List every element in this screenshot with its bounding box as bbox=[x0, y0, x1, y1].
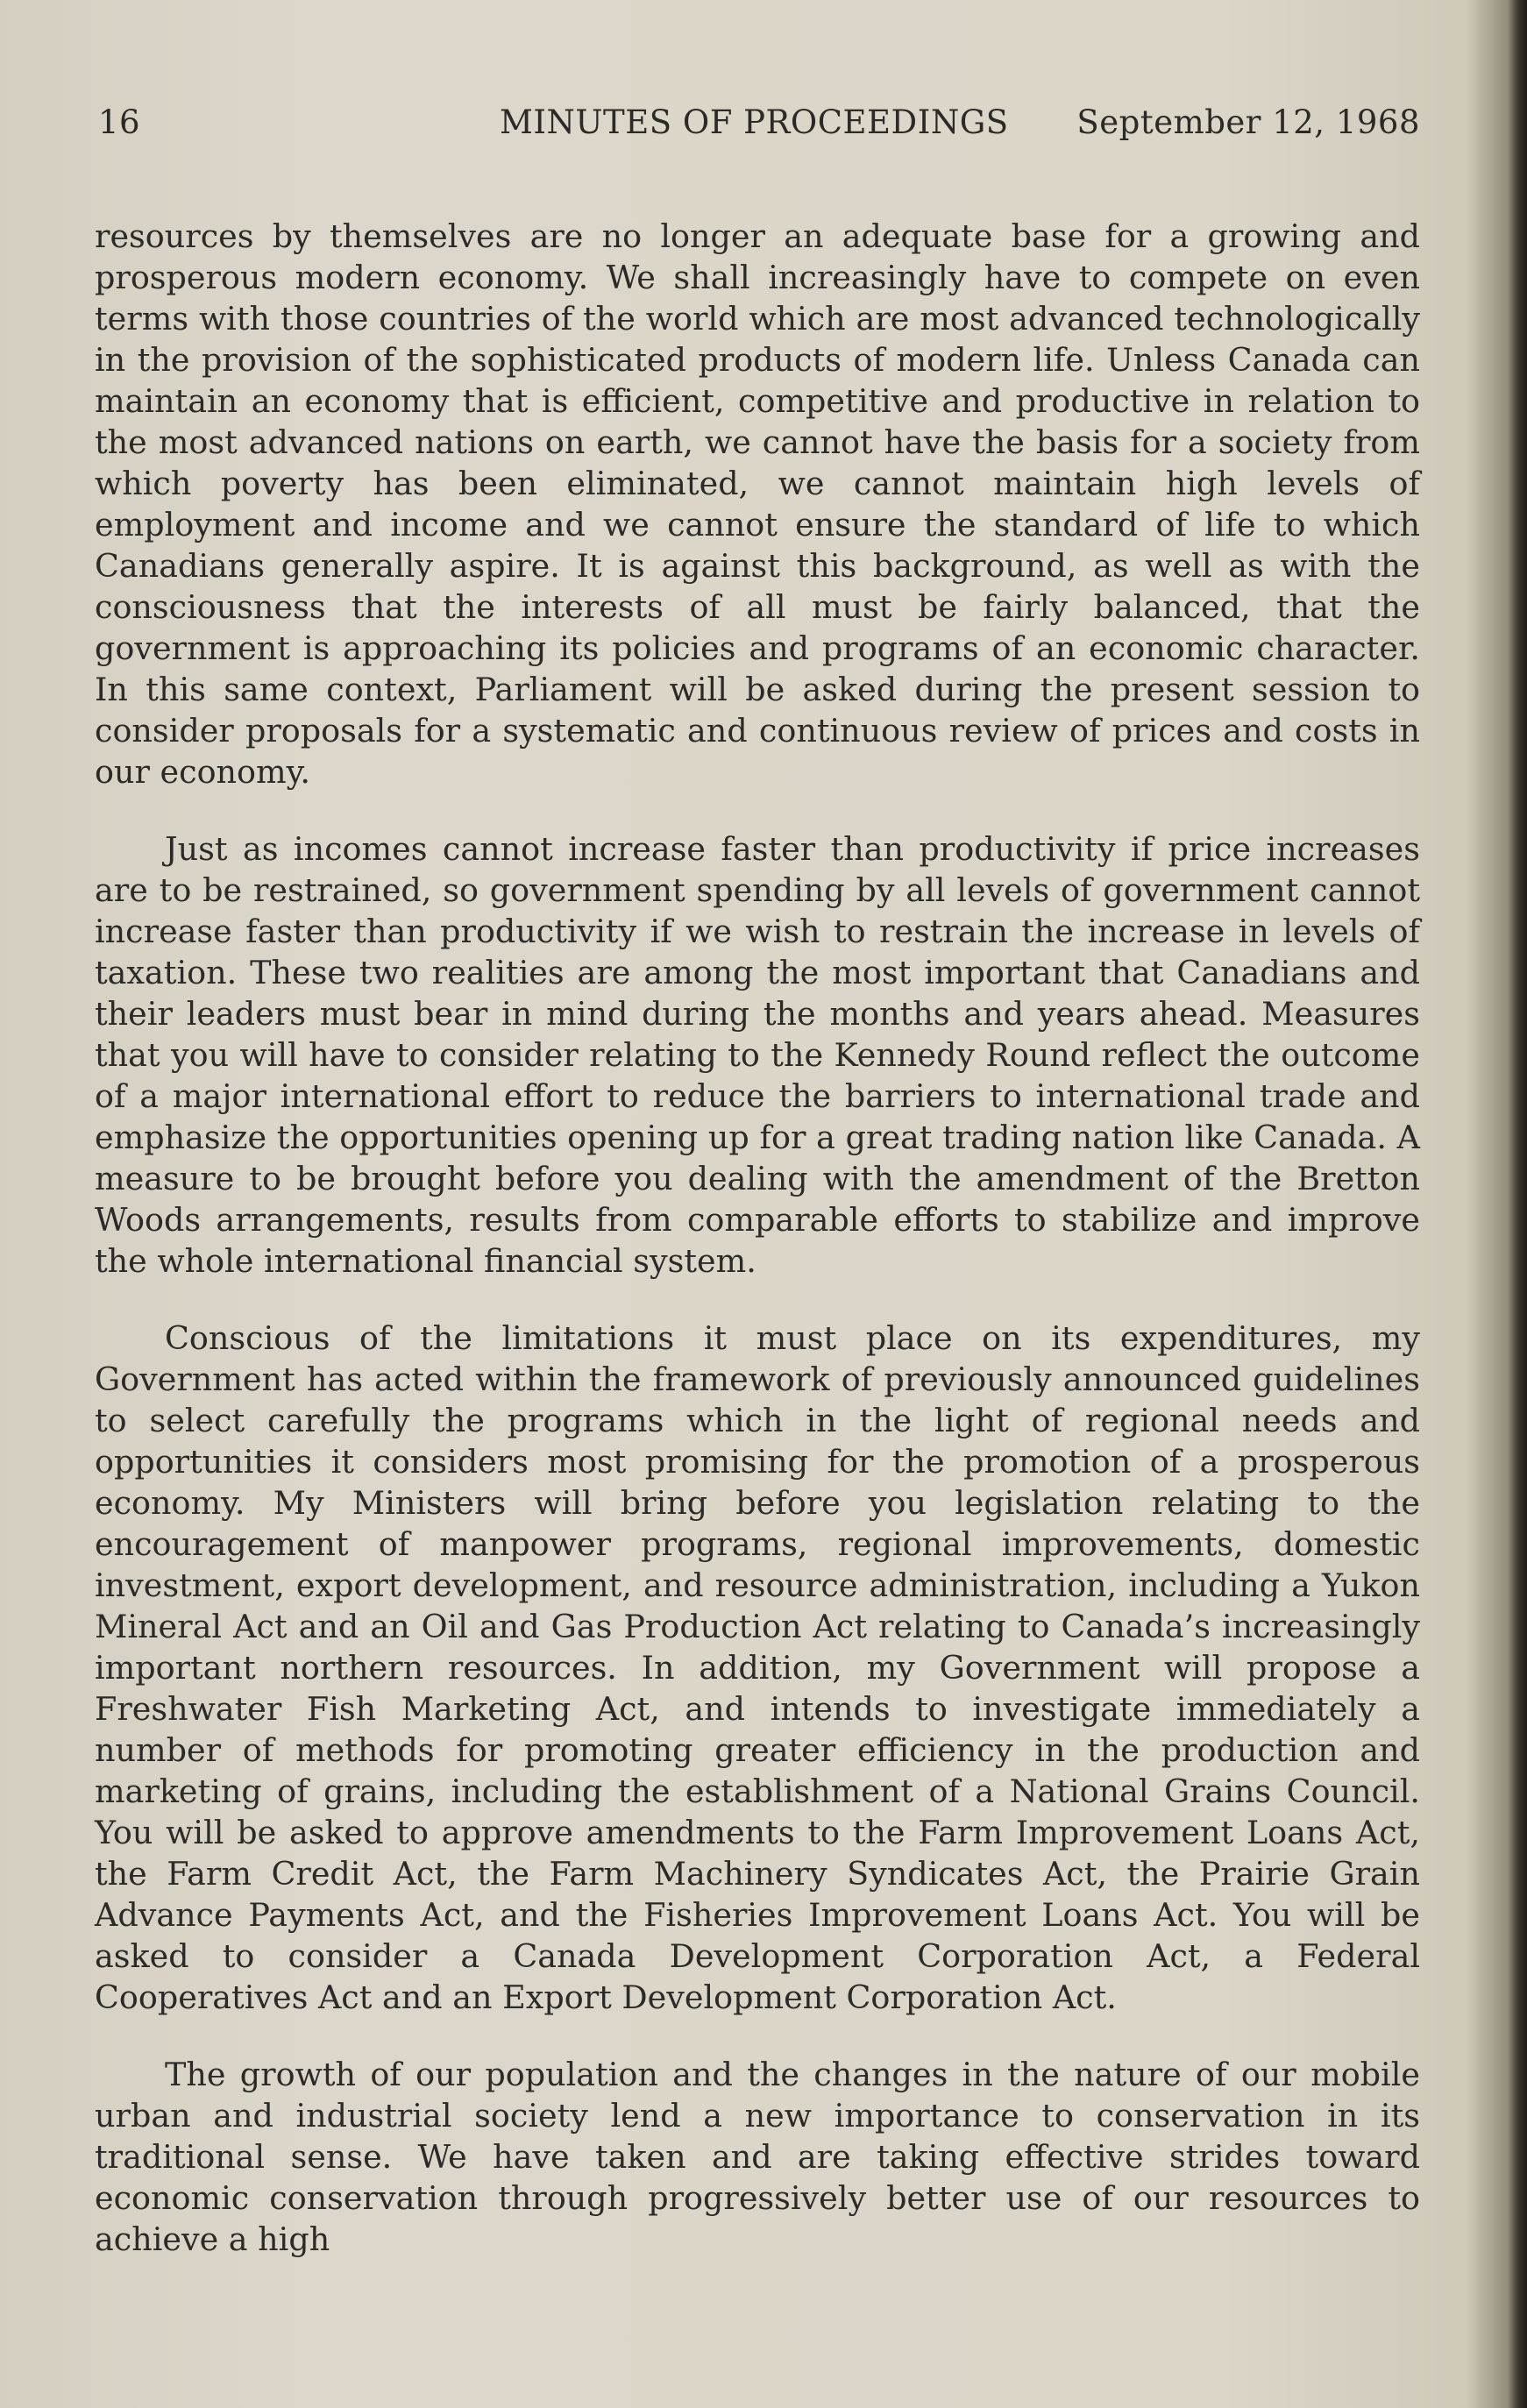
page-number: 16 bbox=[98, 103, 141, 141]
running-title: MINUTES OF PROCEEDINGS bbox=[500, 103, 1009, 141]
running-head bbox=[98, 103, 1420, 156]
paragraph-productivity: Just as incomes cannot increase faster than productivity if price increases are to be restrained, so government spending by all levels of government cannot increase faster than productivity if we wish to restrain the increase in levels of taxation. These two realities are among the most important that Canadians and their leaders must bear in mind during the months and years ahead. Measures that you will have to consider relating to the Kennedy Round reflect the outcome of a major international effort to reduce the barriers to international trade and emphasize the opportunities opening up for a great trading nation like Canada. A measure to be brought before you dealing with the amendment of the Bretton Woods arrangements, results from comparable efforts to stabilize and improve the whole international financial system. bbox=[95, 830, 1420, 1280]
paragraph-continued: resources by themselves are no longer an adequate base for a growing and prosperous modern economy. We shall increasingly have to compete on even terms with those countries of the world which are most advanced technologically in the provision of the sophisticated products of modern life. Unless Canada can maintain an economy that is efficient, competitive and productive in relation to the most advanced nations on earth, we cannot have the basis for a society from which poverty has been eliminated, we cannot maintain high levels of employment and income and we cannot ensure the standard of life to which Canadians generally aspire. It is against this background, as well as with the consciousness that the interests of all must be fairly balanced, that the government is approaching its policies and programs of an economic character. In this same context, Parliament will be asked during the present session to consider proposals for a systematic and continuous review of prices and costs in our economy. bbox=[95, 217, 1420, 791]
paragraph-expenditures: Conscious of the limitations it must place on its expenditures, my Government has acted within the framework of previously announced guidelines to select carefully the programs which in the light of regional needs and opportunities it considers most promising for the promotion of a prosperous economy. My Ministers will bring before you legislation relating to the encouragement of manpower programs, regional improvements, domestic investment, export development, and resource administration, including a Yukon Mineral Act and an Oil and Gas Production Act relating to Canada’s increasingly important northern resources. In addition, my Government will propose a Freshwater Fish Marketing Act, and intends to investigate immediately a number of methods for promoting greater efficiency in the production and marketing of grains, including the establishment of a National Grains Council. You will be asked to approve amendments to the Farm Improvement Loans Act, the Farm Credit Act, the Farm Machinery Syndicates Act, the Prairie Grain Advance Payments Act, and the Fisheries Improvement Loans Act. You will be asked to consider a Canada Development Corporation Act, a Federal Cooperatives Act and an Export Development Corporation Act. bbox=[95, 1319, 1420, 2016]
body-text bbox=[95, 216, 1420, 2296]
paragraph-conservation: The growth of our population and the changes in the nature of our mobile urban and industrial society lend a new importance to conservation in its traditional sense. We have taken and are taking effective strides toward economic conservation through progressively better use of our resources to achieve a high bbox=[95, 2056, 1420, 2258]
running-date: September 12, 1968 bbox=[1076, 103, 1420, 141]
